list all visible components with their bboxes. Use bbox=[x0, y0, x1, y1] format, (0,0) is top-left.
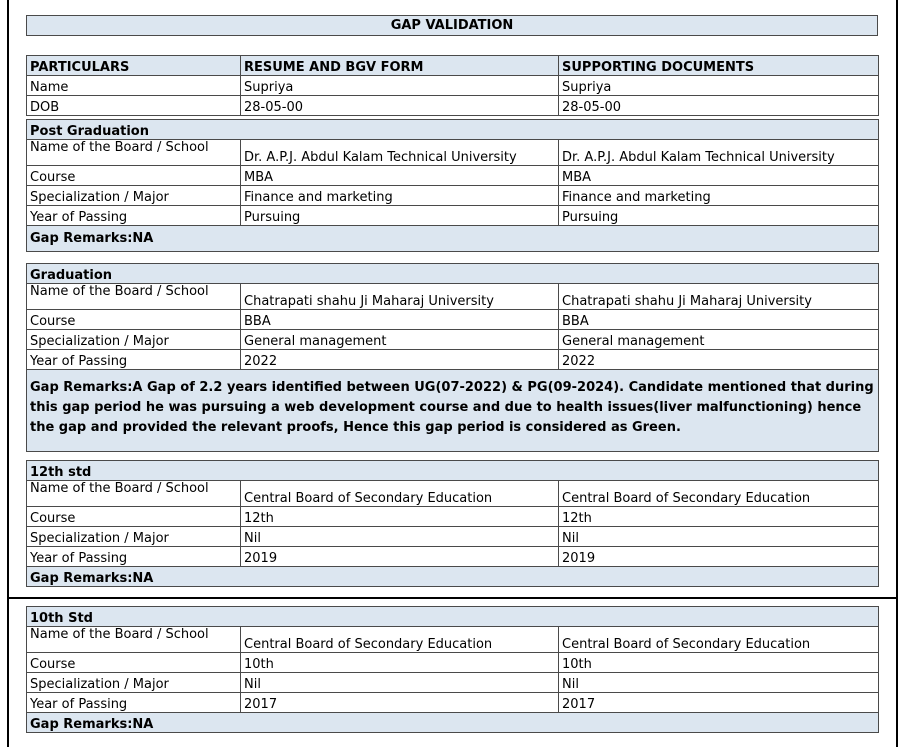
board-label: Name of the Board / School bbox=[27, 140, 241, 166]
specialization-label: Specialization / Major bbox=[27, 527, 241, 547]
specialization-supporting: General management bbox=[559, 330, 879, 350]
section-heading-row bbox=[27, 264, 879, 284]
specialization-row bbox=[27, 527, 879, 547]
board-row bbox=[27, 627, 879, 653]
course-supporting: 12th bbox=[559, 507, 879, 527]
name-supporting: Supriya bbox=[559, 76, 879, 96]
specialization-resume: Finance and marketing bbox=[241, 186, 559, 206]
specialization-label: Specialization / Major bbox=[27, 673, 241, 693]
course-label: Course bbox=[27, 507, 241, 527]
year-label: Year of Passing bbox=[27, 350, 241, 370]
year-label: Year of Passing bbox=[27, 206, 241, 226]
dob-supporting: 28-05-00 bbox=[559, 96, 879, 116]
year-resume: 2022 bbox=[241, 350, 559, 370]
course-resume: MBA bbox=[241, 166, 559, 186]
post-graduation-section bbox=[26, 119, 879, 252]
year-row bbox=[27, 693, 879, 713]
course-row bbox=[27, 310, 879, 330]
specialization-resume: Nil bbox=[241, 673, 559, 693]
name-label: Name bbox=[27, 76, 241, 96]
dob-resume: 28-05-00 bbox=[241, 96, 559, 116]
board-label: Name of the Board / School bbox=[27, 284, 241, 310]
specialization-supporting: Nil bbox=[559, 527, 879, 547]
board-resume: Dr. A.P.J. Abdul Kalam Technical University bbox=[241, 140, 559, 166]
year-row bbox=[27, 206, 879, 226]
section-heading-row bbox=[27, 120, 879, 140]
section-heading: 12th std bbox=[27, 461, 879, 481]
board-supporting: Central Board of Secondary Education bbox=[559, 481, 879, 507]
gap-remarks: Gap Remarks:NA bbox=[27, 713, 879, 733]
course-supporting: MBA bbox=[559, 166, 879, 186]
year-label: Year of Passing bbox=[27, 693, 241, 713]
section-heading: Graduation bbox=[27, 264, 879, 284]
board-label: Name of the Board / School bbox=[27, 627, 241, 653]
dob-row bbox=[27, 96, 879, 116]
gap-remarks: Gap Remarks:NA bbox=[27, 226, 879, 252]
remarks-row bbox=[27, 567, 879, 587]
year-row bbox=[27, 350, 879, 370]
year-supporting: 2017 bbox=[559, 693, 879, 713]
board-supporting: Central Board of Secondary Education bbox=[559, 627, 879, 653]
graduation-section bbox=[26, 263, 879, 452]
board-resume: Central Board of Secondary Education bbox=[241, 627, 559, 653]
section-heading-row bbox=[27, 461, 879, 481]
course-resume: 12th bbox=[241, 507, 559, 527]
specialization-supporting: Finance and marketing bbox=[559, 186, 879, 206]
board-row bbox=[27, 140, 879, 166]
remarks-row bbox=[27, 226, 879, 252]
board-label: Name of the Board / School bbox=[27, 481, 241, 507]
section-heading: 10th Std bbox=[27, 607, 879, 627]
board-supporting: Dr. A.P.J. Abdul Kalam Technical University bbox=[559, 140, 879, 166]
year-resume: 2019 bbox=[241, 547, 559, 567]
board-resume: Central Board of Secondary Education bbox=[241, 481, 559, 507]
course-supporting: 10th bbox=[559, 653, 879, 673]
course-resume: BBA bbox=[241, 310, 559, 330]
specialization-resume: General management bbox=[241, 330, 559, 350]
course-row bbox=[27, 166, 879, 186]
particulars-table bbox=[26, 55, 879, 116]
specialization-row bbox=[27, 186, 879, 206]
board-row bbox=[27, 481, 879, 507]
course-label: Course bbox=[27, 310, 241, 330]
header-particulars: PARTICULARS bbox=[27, 56, 241, 76]
dob-label: DOB bbox=[27, 96, 241, 116]
course-row bbox=[27, 653, 879, 673]
gap-remarks: Gap Remarks:NA bbox=[27, 567, 879, 587]
page-title: GAP VALIDATION bbox=[26, 15, 878, 36]
remarks-row bbox=[27, 713, 879, 733]
board-supporting: Chatrapati shahu Ji Maharaj University bbox=[559, 284, 879, 310]
header-resume: RESUME AND BGV FORM bbox=[241, 56, 559, 76]
course-resume: 10th bbox=[241, 653, 559, 673]
specialization-label: Specialization / Major bbox=[27, 330, 241, 350]
specialization-row bbox=[27, 673, 879, 693]
specialization-label: Specialization / Major bbox=[27, 186, 241, 206]
name-resume: Supriya bbox=[241, 76, 559, 96]
year-resume: Pursuing bbox=[241, 206, 559, 226]
twelfth-std-section bbox=[26, 460, 879, 587]
board-resume: Chatrapati shahu Ji Maharaj University bbox=[241, 284, 559, 310]
year-row bbox=[27, 547, 879, 567]
name-row bbox=[27, 76, 879, 96]
specialization-row bbox=[27, 330, 879, 350]
year-label: Year of Passing bbox=[27, 547, 241, 567]
board-row bbox=[27, 284, 879, 310]
year-supporting: Pursuing bbox=[559, 206, 879, 226]
remarks-row bbox=[27, 370, 879, 452]
tenth-std-section bbox=[26, 606, 879, 733]
year-supporting: 2019 bbox=[559, 547, 879, 567]
header-row bbox=[27, 56, 879, 76]
year-supporting: 2022 bbox=[559, 350, 879, 370]
specialization-supporting: Nil bbox=[559, 673, 879, 693]
course-row bbox=[27, 507, 879, 527]
course-supporting: BBA bbox=[559, 310, 879, 330]
year-resume: 2017 bbox=[241, 693, 559, 713]
course-label: Course bbox=[27, 166, 241, 186]
section-heading: Post Graduation bbox=[27, 120, 879, 140]
specialization-resume: Nil bbox=[241, 527, 559, 547]
section-heading-row bbox=[27, 607, 879, 627]
header-supporting: SUPPORTING DOCUMENTS bbox=[559, 56, 879, 76]
gap-remarks: Gap Remarks:A Gap of 2.2 years identified between UG(07-2022) & PG(09-2024). Candidate mentioned that during this gap period he was pursuing a web development course and due to health issues(liver malfunctioning) hence the gap and provided the relevant proofs, Hence this gap period is considered as Green. bbox=[27, 370, 879, 452]
course-label: Course bbox=[27, 653, 241, 673]
